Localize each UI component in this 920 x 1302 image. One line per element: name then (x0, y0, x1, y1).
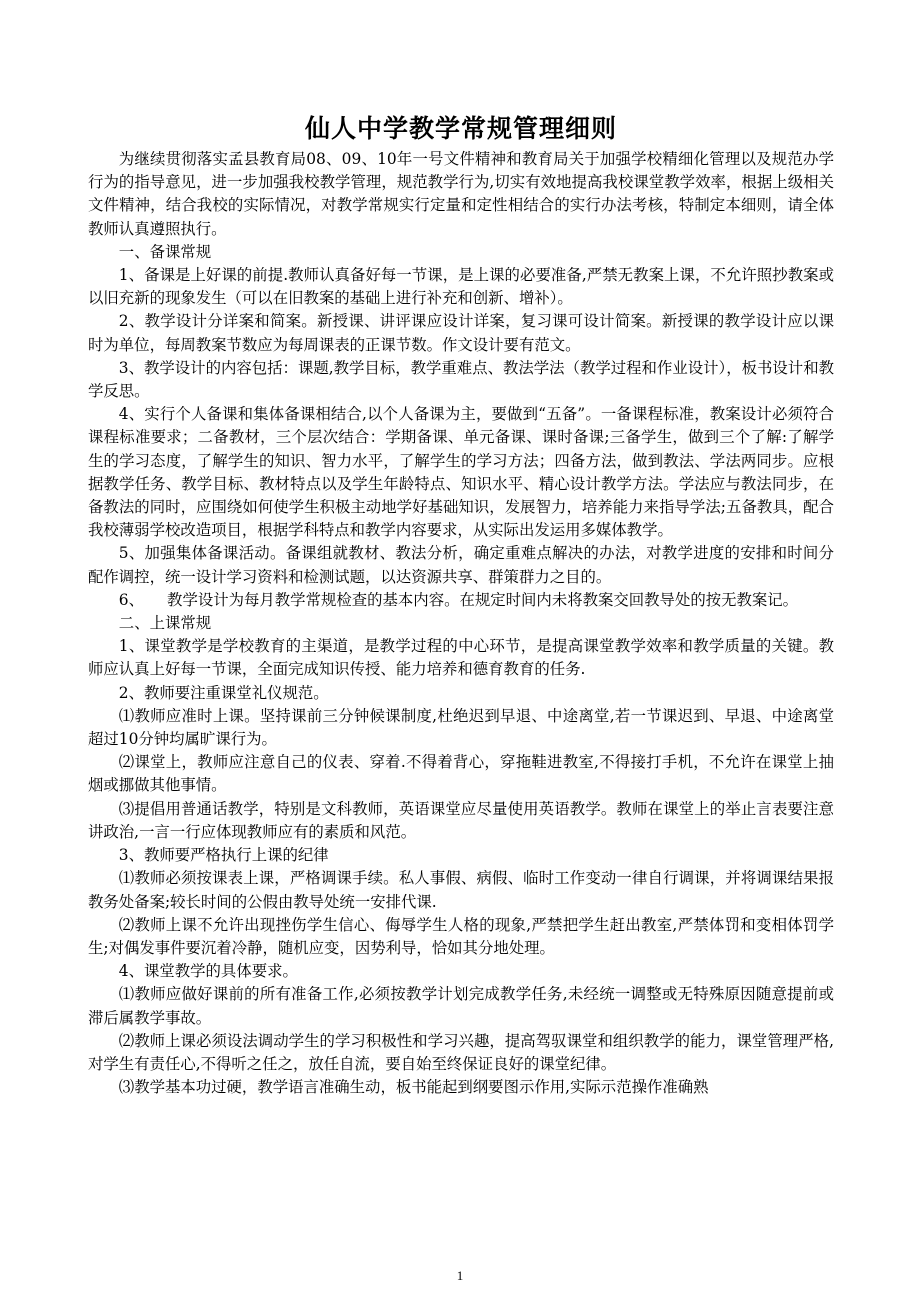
section-heading-teaching: 二、上课常规 (118, 614, 212, 633)
teaching-item-4: 4、课堂教学的具体要求。 (118, 962, 298, 981)
teaching-item-3: 3、教师要严格执行上课的纪律 (118, 846, 329, 865)
teaching-subitem-4-3: ⑶教学基本功过硬，教学语言准确生动，板书能起到纲要图示作用,实际示范操作准确熟 (118, 1078, 709, 1097)
teaching-item-2: 2、教师要注重课堂礼仪规范。 (118, 683, 329, 702)
teaching-subitem-2-2: ⑵课堂上，教师应注意自己的仪表、穿着.不得着背心，穿拖鞋进教室,不得接打手机，不允许在课堂上抽烟或挪做其他事情。 (88, 753, 834, 795)
preparation-item-2: 2、教学设计分详案和简案。新授课、讲评课应设计详案，复习课可设计简案。新授课的教学设计应以课时为单位，每周教案节数应为每周课表的正课节数。作文设计要有范文。 (88, 312, 834, 354)
preparation-item-5: 5、加强集体备课活动。备课组就教材、教法分析，确定重难点解决的办法，对教学进度的安排和时间分配作调控，统一设计学习资料和检测试题，以达资源共享、群策群力之目的。 (88, 544, 834, 586)
teaching-subitem-2-1: ⑴教师应准时上课。坚持课前三分钟候课制度,杜绝迟到早退、中途离堂,若一节课迟到、早退、中途离堂超过10分钟均属旷课行为。 (88, 706, 834, 749)
page-number: 1 (456, 1268, 464, 1283)
document-title: 仙人中学教学常规管理细则 (304, 114, 617, 143)
document-page (88, 112, 834, 1099)
intro-paragraph: 为继续贯彻落实孟县教育局08、09、10年一号文件精神和教育局关于加强学校精细化管理以及规范办学行为的指导意见，进一步加强我校教学管理，规范教学行为,切实有效地提高我校课堂教学效率，根据上级相关文件精神，结合我校的实际情况，对教学常规实行定量和定性相结合的实行办法考核，特制定本细则，请全体教师认真遵照执行。 (88, 150, 834, 238)
preparation-item-6: 6、 教学设计为每月教学常规检查的基本内容。在规定时间内未将教案交回教导处的按无教案记。 (118, 590, 799, 609)
teaching-item-1: 1、课堂教学是学校教育的主渠道，是教学过程的中心环节，是提高课堂教学效率和教学质量的关键。教师应认真上好每一节课，全面完成知识传授、能力培养和德育教育的任务. (88, 637, 834, 679)
preparation-item-1: 1、备课是上好课的前提.教师认真备好每一节课，是上课的必要准备,严禁无教案上课，不允许照抄教案或以旧充新的现象发生（可以在旧教案的基础上进行补充和创新、增补）。 (88, 266, 834, 308)
teaching-subitem-4-2: ⑵教师上课必须设法调动学生的学习积极性和学习兴趣，提高驾驭课堂和组织教学的能力，课堂管理严格,对学生有责任心,不得听之任之，放任自流，要自始至终保证良好的课堂纪律。 (88, 1031, 834, 1073)
teaching-subitem-3-2: ⑵教师上课不允许出现挫伤学生信心、侮辱学生人格的现象,严禁把学生赶出教室,严禁体罚和变相体罚学生;对偶发事件要沉着冷静，随机应变，因势利导，恰如其分地处理。 (88, 915, 834, 957)
teaching-subitem-3-1: ⑴教师必须按课表上课，严格调课手续。私人事假、病假、临时工作变动一律自行调课，并将调课结果报教务处备案;较长时间的公假由教导处统一安排代课. (88, 869, 834, 911)
preparation-item-3: 3、教学设计的内容包括：课题,教学目标，教学重难点、教法学法（教学过程和作业设计），板书设计和教学反思。 (88, 358, 834, 401)
preparation-item-4: 4、实行个人备课和集体备课相结合,以个人备课为主，要做到“五备”。一备课程标准，教案设计必须符合课程标准要求；二备教材，三个层次结合：学期备课、单元备课、课时备课;三备学生，做到三个了解:了解学生的学习态度，了解学生的知识、智力水平，了解学生的学习方法；四备方法，做到教法、学法两同步。应根据教学任务、教学目标、教材特点以及学生年龄特点、知识水平、精心设计教学方法。学法应与教法同步，在备教法的同时，应围绕如何使学生积极主动地学好基础知识，发展智力，培养能力来指导学法;五备教具，配合我校薄弱学校改造项目，根据学科特点和教学内容要求，从实际出发运用多媒体教学。 (88, 405, 834, 540)
teaching-subitem-4-1: ⑴教师应做好课前的所有准备工作,必须按教学计划完成教学任务,未经统一调整或无特殊原因随意提前或滞后属教学事故。 (88, 985, 834, 1027)
section-heading-preparation: 一、备课常规 (118, 242, 212, 261)
teaching-subitem-2-3: ⑶提倡用普通话教学，特别是文科教师，英语课堂应尽量使用英语教学。教师在课堂上的举止言表要注意讲政治,一言一行应体现教师应有的素质和风范。 (88, 799, 834, 841)
